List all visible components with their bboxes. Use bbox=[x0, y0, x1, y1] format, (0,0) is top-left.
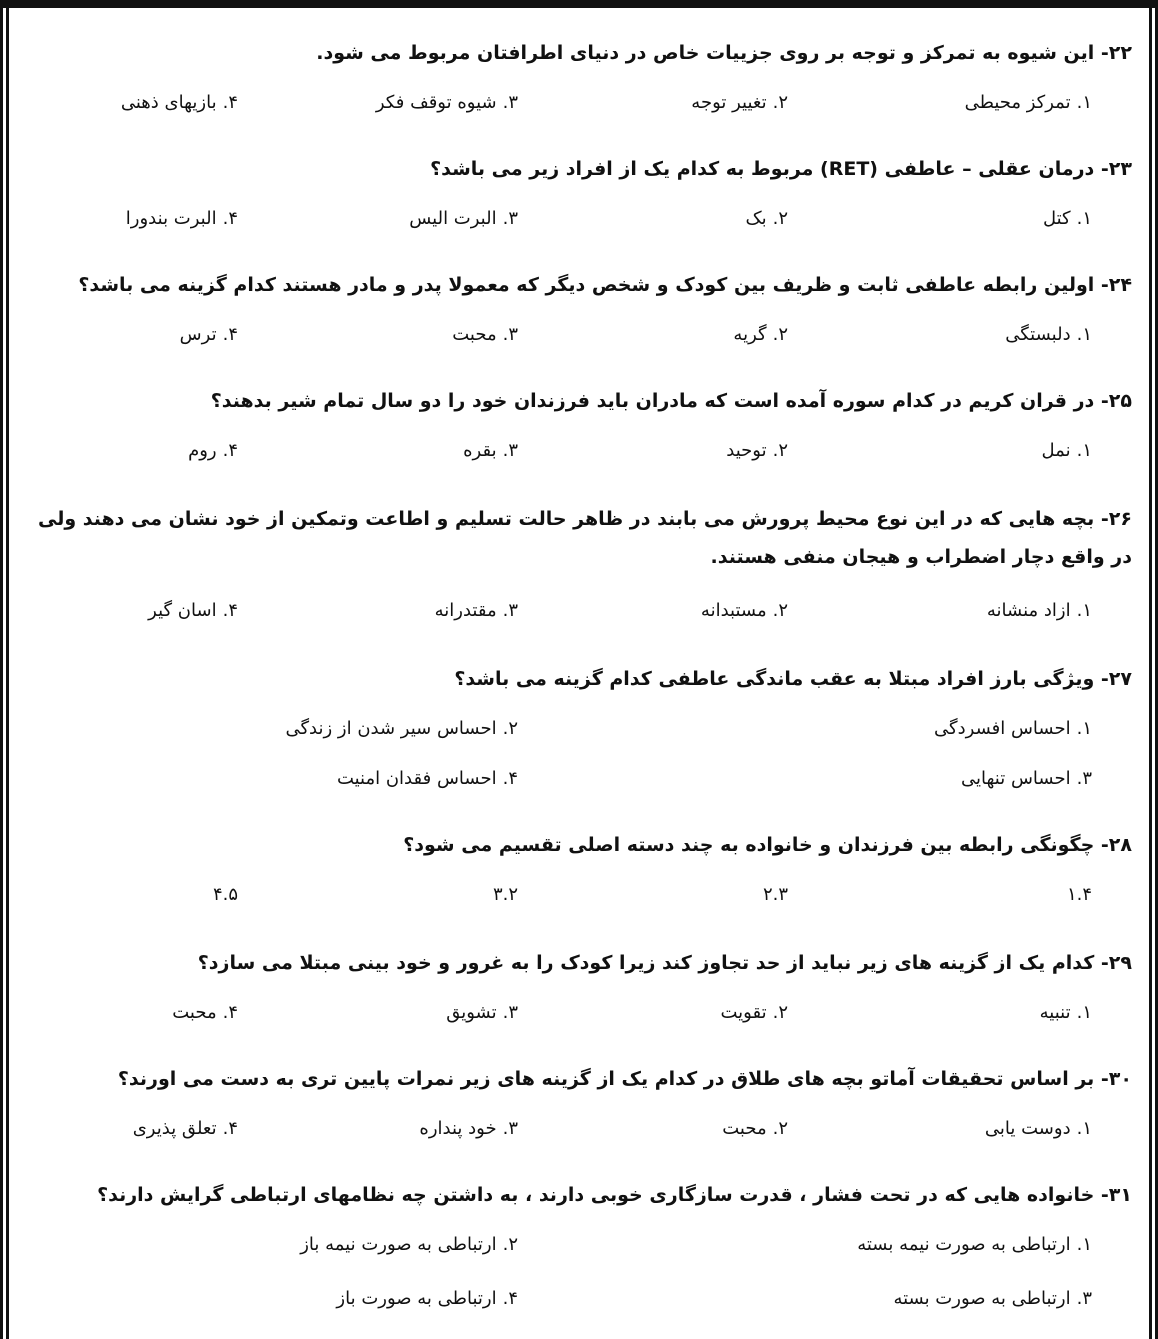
option-text: احساس فقدان امنیت bbox=[336, 768, 497, 789]
option-text: کتل bbox=[1042, 208, 1071, 229]
answer-option[interactable] bbox=[733, 324, 788, 345]
option-number: ۳. bbox=[502, 600, 518, 621]
option-text: خود پنداره bbox=[419, 1118, 497, 1139]
option-text: ۳ bbox=[778, 884, 788, 905]
answer-option[interactable] bbox=[188, 440, 238, 461]
option-text: محبت bbox=[452, 324, 497, 345]
question-stem bbox=[20, 34, 1132, 72]
question-number: ۲۶- bbox=[1100, 508, 1132, 530]
option-number: ۳. bbox=[502, 324, 518, 345]
answer-option[interactable] bbox=[701, 600, 788, 621]
option-text: نمل bbox=[1041, 440, 1071, 461]
option-text: البرت بندورا bbox=[125, 208, 217, 229]
option-number: ۴. bbox=[212, 884, 229, 905]
question-stem bbox=[20, 660, 1132, 698]
option-text: مستبدانه bbox=[700, 600, 767, 621]
option-text: دوست یابی bbox=[984, 1118, 1071, 1139]
question-stem bbox=[20, 382, 1132, 420]
option-number: ۳. bbox=[502, 208, 518, 229]
option-number: ۱. bbox=[1076, 208, 1092, 229]
answer-option[interactable] bbox=[180, 324, 238, 345]
answer-option[interactable] bbox=[857, 1234, 1092, 1255]
option-text: اسان گیر bbox=[148, 600, 217, 621]
option-number: ۱. bbox=[1076, 718, 1092, 739]
answer-option[interactable] bbox=[893, 1288, 1092, 1309]
question-number: ۳۱- bbox=[1100, 1184, 1132, 1206]
option-text: ازاد منشانه bbox=[986, 600, 1071, 621]
question-number: ۲۹- bbox=[1100, 952, 1132, 974]
option-number: ۴. bbox=[222, 1118, 238, 1139]
option-text: محبت bbox=[172, 1002, 217, 1023]
answer-option[interactable] bbox=[336, 1288, 518, 1309]
answer-option[interactable] bbox=[1040, 1002, 1092, 1023]
option-number: ۱. bbox=[1066, 884, 1083, 905]
question-text: در قران کریم در کدام سوره آمده است که مادران باید فرزندان خود را دو سال تمام شیر بدهند؟ bbox=[210, 390, 1101, 412]
option-text: ترس bbox=[179, 324, 217, 345]
question-stem bbox=[20, 944, 1132, 982]
answer-option[interactable] bbox=[965, 92, 1092, 113]
answer-option[interactable] bbox=[446, 1002, 518, 1023]
option-text: احساس سیر شدن از زندگی bbox=[285, 718, 497, 739]
option-text: ارتباطی به صورت نیمه بسته bbox=[857, 1234, 1071, 1255]
question-stem bbox=[20, 1176, 1132, 1214]
option-number: ۴. bbox=[222, 440, 238, 461]
question-stem bbox=[20, 826, 1132, 864]
answer-option[interactable] bbox=[337, 768, 518, 789]
option-number: ۱. bbox=[1076, 92, 1092, 113]
option-number: ۴. bbox=[502, 1288, 518, 1309]
answer-option[interactable] bbox=[1042, 440, 1092, 461]
option-text: بقره bbox=[463, 440, 497, 461]
answer-option[interactable] bbox=[691, 92, 788, 113]
question-stem bbox=[20, 266, 1132, 304]
answer-option[interactable] bbox=[285, 718, 518, 739]
option-number: ۴. bbox=[222, 1002, 238, 1023]
question-number: ۲۷- bbox=[1100, 668, 1132, 690]
question-stem bbox=[20, 150, 1132, 188]
option-text: تمرکز محیطی bbox=[964, 92, 1071, 113]
question-text: اولین رابطه عاطفی ثابت و ظریف بین کودک و شخص دیگر که معمولا پدر و مادر هستند کدام گزینه می باشد؟ bbox=[78, 274, 1101, 296]
option-number: ۳. bbox=[502, 1118, 518, 1139]
option-number: ۳. bbox=[502, 1002, 518, 1023]
question-number: ۲۴- bbox=[1100, 274, 1132, 296]
question-number: ۲۵- bbox=[1100, 390, 1132, 412]
answer-option[interactable] bbox=[148, 600, 238, 621]
option-number: ۱. bbox=[1076, 1234, 1092, 1255]
option-text: تقویت bbox=[720, 1002, 767, 1023]
answer-option[interactable] bbox=[452, 324, 518, 345]
answer-option[interactable] bbox=[172, 1002, 238, 1023]
answer-option[interactable] bbox=[934, 718, 1092, 739]
question-text: بچه هایی که در این نوع محیط پرورش می بابند در ظاهر حالت تسلیم و اطاعت وتمکین از خود نشان می دهند ولی در واقع دچار اضطراب و هیجان منفی هستند. bbox=[37, 508, 1132, 568]
option-text: مقتدرانه bbox=[434, 600, 497, 621]
option-text: ۵ bbox=[228, 884, 238, 905]
question-number: ۲۳- bbox=[1100, 158, 1132, 180]
option-text: احساس تنهایی bbox=[960, 768, 1071, 789]
answer-option[interactable] bbox=[121, 92, 238, 113]
option-number: ۱. bbox=[1076, 324, 1092, 345]
option-number: ۳. bbox=[492, 884, 509, 905]
option-text: توحید bbox=[726, 440, 767, 461]
option-text: دلبستگی bbox=[1005, 324, 1071, 345]
option-text: بک bbox=[745, 208, 767, 229]
question-text: این شیوه به تمرکز و توجه بر روی جزییات خاص در دنیای اطرافتان مربوط می شود. bbox=[316, 42, 1101, 64]
option-number: ۴. bbox=[222, 208, 238, 229]
answer-option[interactable] bbox=[419, 1118, 518, 1139]
option-number: ۲. bbox=[772, 1118, 788, 1139]
option-text: ۴ bbox=[1082, 884, 1092, 905]
option-number: ۲. bbox=[772, 324, 788, 345]
answer-option[interactable] bbox=[720, 1002, 788, 1023]
option-number: ۲. bbox=[772, 440, 788, 461]
option-number: ۳. bbox=[1076, 1288, 1092, 1309]
option-number: ۳. bbox=[1076, 768, 1092, 789]
answer-option[interactable] bbox=[961, 768, 1092, 789]
question-stem bbox=[20, 1060, 1132, 1098]
option-text: ارتباطی به صورت بسته bbox=[893, 1288, 1071, 1309]
option-text: تنبیه bbox=[1039, 1002, 1071, 1023]
option-text: محبت bbox=[722, 1118, 767, 1139]
option-text: بازیهای ذهنی bbox=[120, 92, 217, 113]
option-text: گریه bbox=[733, 324, 767, 345]
answer-option[interactable] bbox=[435, 600, 518, 621]
answer-option[interactable] bbox=[300, 1234, 518, 1255]
option-number: ۲. bbox=[502, 718, 518, 739]
option-text: تشویق bbox=[446, 1002, 497, 1023]
option-number: ۱. bbox=[1076, 1002, 1092, 1023]
question-text: ویژگی بارز افراد مبتلا به عقب ماندگی عاطفی کدام گزینه می باشد؟ bbox=[454, 668, 1101, 690]
option-text: تعلق پذیری bbox=[132, 1118, 217, 1139]
question-number: ۲۸- bbox=[1100, 834, 1132, 856]
answer-option[interactable] bbox=[987, 600, 1092, 621]
option-number: ۳. bbox=[502, 440, 518, 461]
question-text: چگونگی رابطه بین فرزندان و خانواده به چند دسته اصلی تقسیم می شود؟ bbox=[403, 834, 1101, 856]
answer-option[interactable] bbox=[487, 884, 518, 905]
option-number: ۱. bbox=[1076, 1118, 1092, 1139]
answer-option[interactable] bbox=[985, 1118, 1092, 1139]
option-number: ۱. bbox=[1076, 600, 1092, 621]
answer-option[interactable] bbox=[1005, 324, 1092, 345]
answer-option[interactable] bbox=[757, 884, 788, 905]
question-number: ۳۰- bbox=[1100, 1068, 1132, 1090]
question-number: ۲۲- bbox=[1100, 42, 1132, 64]
answer-option[interactable] bbox=[207, 884, 238, 905]
question-text: بر اساس تحقیقات آماتو بچه های طلاق در کدام یک از گزینه های زیر نمرات پایین تری به دست می اورند؟ bbox=[117, 1068, 1101, 1090]
option-number: ۲. bbox=[772, 92, 788, 113]
answer-option[interactable] bbox=[722, 1118, 788, 1139]
option-text: احساس افسردگی bbox=[934, 718, 1071, 739]
answer-option[interactable] bbox=[133, 1118, 238, 1139]
option-number: ۴. bbox=[502, 768, 518, 789]
answer-option[interactable] bbox=[1043, 208, 1092, 229]
option-text: شیوه توقف فکر bbox=[375, 92, 497, 113]
answer-option[interactable] bbox=[376, 92, 518, 113]
option-number: ۴. bbox=[222, 92, 238, 113]
option-text: ارتباطی به صورت باز bbox=[336, 1288, 497, 1309]
option-number: ۴. bbox=[222, 324, 238, 345]
option-number: ۲. bbox=[762, 884, 779, 905]
answer-option[interactable] bbox=[1061, 884, 1092, 905]
answer-option[interactable] bbox=[726, 440, 788, 461]
answer-option[interactable] bbox=[409, 208, 518, 229]
answer-option[interactable] bbox=[463, 440, 518, 461]
option-number: ۴. bbox=[222, 600, 238, 621]
question-text: خانواده هایی که در تحت فشار ، قدرت سازگاری خوبی دارند ، به داشتن چه نظامهای ارتباطی گرایش دارند؟ bbox=[97, 1184, 1101, 1206]
option-number: ۲. bbox=[772, 1002, 788, 1023]
question-text: درمان عقلی – عاطفی (RET) مربوط به کدام یک از افراد زیر می باشد؟ bbox=[430, 158, 1101, 180]
question-stem bbox=[20, 500, 1132, 576]
answer-option[interactable] bbox=[745, 208, 788, 229]
question-text: کدام یک از گزینه های زیر نباید از حد تجاوز کند زیرا کودک را به غرور و خود بینی مبتلا می سازد؟ bbox=[197, 952, 1101, 974]
option-text: روم bbox=[188, 440, 217, 461]
option-number: ۲. bbox=[772, 600, 788, 621]
option-text: تغییر توجه bbox=[691, 92, 767, 113]
option-number: ۲. bbox=[502, 1234, 518, 1255]
option-number: ۳. bbox=[502, 92, 518, 113]
option-number: ۲. bbox=[772, 208, 788, 229]
option-text: البرت الیس bbox=[409, 208, 497, 229]
option-text: ارتباطی به صورت نیمه باز bbox=[300, 1234, 497, 1255]
option-text: ۲ bbox=[508, 884, 518, 905]
option-number: ۱. bbox=[1076, 440, 1092, 461]
answer-option[interactable] bbox=[126, 208, 238, 229]
